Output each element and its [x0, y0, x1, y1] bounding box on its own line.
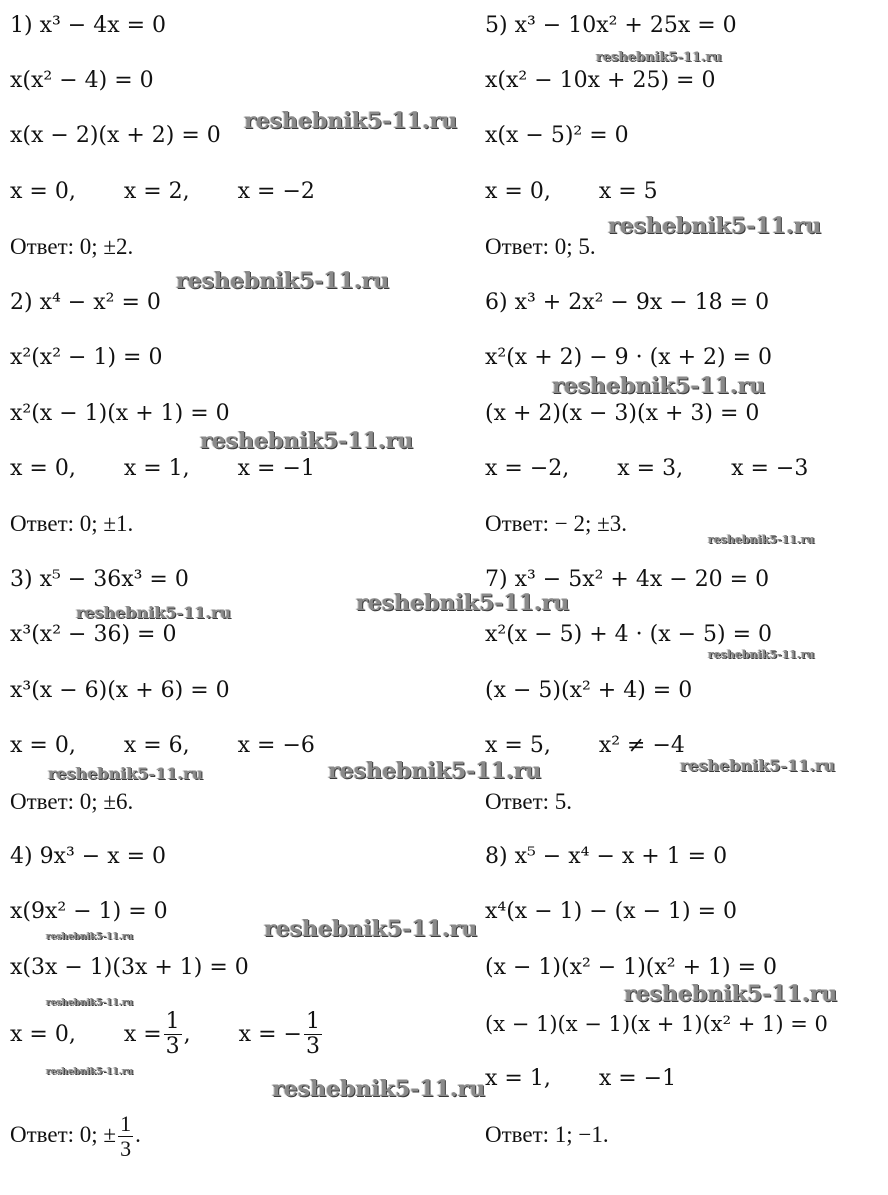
- p6-step-1: x²(x + 2) − 9 · (x + 2) = 0: [485, 345, 773, 370]
- p7-roots: [485, 732, 685, 760]
- p6-equation: 6) x³ + 2x² − 9x − 18 = 0: [485, 290, 770, 315]
- p6-roots: [485, 455, 808, 483]
- p4-root-3-denominator: 3: [305, 1034, 320, 1059]
- watermark-logo: reshebnik5-11.ru: [356, 590, 570, 616]
- p1-answer: Ответ: 0; ±2.: [10, 234, 134, 259]
- p8-answer: Ответ: 1; −1.: [485, 1122, 609, 1147]
- p3-root-2: x = 6,: [123, 733, 190, 758]
- p4-root-3-numerator: 1: [305, 1009, 320, 1034]
- watermark-logo: reshebnik5-11.ru: [48, 764, 204, 783]
- p5-step-2: x(x − 5)² = 0: [485, 123, 629, 148]
- p1-step-2: x(x − 2)(x + 2) = 0: [10, 123, 221, 148]
- p7-answer: Ответ: 5.: [485, 789, 573, 814]
- p3-step-2: x³(x − 6)(x + 6) = 0: [10, 678, 230, 703]
- p3-step-1: x³(x² − 36) = 0: [10, 622, 177, 647]
- p4-step-2: x(3x − 1)(3x + 1) = 0: [10, 955, 249, 980]
- watermark-logo: reshebnik5-11.ru: [244, 108, 458, 134]
- p4-root-2-prefix: x =: [123, 1021, 162, 1047]
- p1-root-1: x = 0,: [10, 179, 76, 204]
- p8-root-2: x = −1: [598, 1066, 677, 1091]
- p7-equation: 7) x³ − 5x² + 4x − 20 = 0: [485, 567, 770, 592]
- p8-root-1: x = 1,: [485, 1066, 551, 1091]
- p2-step-1: x²(x² − 1) = 0: [10, 345, 163, 370]
- p8-step-1: x⁴(x − 1) − (x − 1) = 0: [485, 899, 738, 924]
- p6-root-2: x = 3,: [617, 456, 684, 481]
- p2-step-2: x²(x − 1)(x + 1) = 0: [10, 401, 230, 426]
- p1-root-3: x = −2: [237, 179, 315, 204]
- p3-root-3: x = −6: [237, 733, 315, 758]
- p7-root-1: x = 5,: [485, 733, 551, 758]
- p4-answer-period: .: [135, 1121, 141, 1147]
- p7-root-2: x² ≠ −4: [598, 733, 685, 758]
- p1-step-1: x(x² − 4) = 0: [10, 68, 154, 93]
- p6-step-2: (x + 2)(x − 3)(x + 3) = 0: [485, 401, 760, 426]
- p4-root-2-denominator: 3: [165, 1034, 180, 1059]
- p4-answer-numerator: 1: [120, 1111, 132, 1136]
- p4-roots: [10, 1010, 324, 1059]
- p4-root-3-prefix: x = −: [238, 1021, 302, 1047]
- watermark-logo: reshebnik5-11.ru: [264, 916, 478, 942]
- p4-root-3-fraction: [304, 1010, 322, 1059]
- watermark-logo: reshebnik5-11.ru: [272, 1076, 486, 1102]
- p2-root-1: x = 0,: [10, 456, 76, 481]
- p8-equation: 8) x⁵ − x⁴ − x + 1 = 0: [485, 844, 728, 869]
- watermark-logo: reshebnik5-11.ru: [176, 268, 390, 294]
- p8-step-2: (x − 1)(x² − 1)(x² + 1) = 0: [485, 955, 778, 980]
- p4-answer-prefix: Ответ: 0; ±: [10, 1121, 117, 1147]
- p8-roots: [485, 1065, 676, 1093]
- watermark-logo: reshebnik5-11.ru: [680, 756, 836, 775]
- p2-equation: 2) x⁴ − x² = 0: [10, 290, 161, 315]
- watermark-logo: reshebnik5-11.ru: [200, 428, 414, 454]
- p7-step-1: x²(x − 5) + 4 · (x − 5) = 0: [485, 622, 773, 647]
- p6-root-3: x = −3: [731, 456, 809, 481]
- watermark-logo: reshebnik5-11.ru: [46, 998, 134, 1008]
- p4-root-2-numerator: 1: [165, 1009, 180, 1034]
- p4-answer-denominator: 3: [120, 1136, 132, 1161]
- p2-roots: [10, 455, 315, 483]
- p1-roots: [10, 178, 315, 206]
- p5-roots: [485, 178, 658, 206]
- watermark-logo: reshebnik5-11.ru: [76, 603, 232, 622]
- p4-root-2-comma: ,: [183, 1021, 191, 1047]
- watermark-logo: reshebnik5-11.ru: [46, 932, 134, 942]
- p4-step-1: x(9x² − 1) = 0: [10, 899, 168, 924]
- p4-root-2-fraction: [164, 1010, 182, 1059]
- p6-root-1: x = −2,: [485, 456, 570, 481]
- p5-root-1: x = 0,: [485, 179, 551, 204]
- p2-root-3: x = −1: [237, 456, 315, 481]
- p5-step-1: x(x² − 10x + 25) = 0: [485, 68, 716, 93]
- p2-answer: Ответ: 0; ±1.: [10, 511, 134, 536]
- p4-answer-fraction: [118, 1112, 133, 1161]
- watermark-logo: reshebnik5-11.ru: [624, 981, 838, 1007]
- p3-roots: [10, 732, 315, 760]
- p5-equation: 5) x³ − 10x² + 25x = 0: [485, 13, 737, 38]
- p3-equation: 3) x⁵ − 36x³ = 0: [10, 567, 189, 592]
- p8-step-3: (x − 1)(x − 1)(x + 1)(x² + 1) = 0: [485, 1012, 828, 1036]
- watermark-logo: reshebnik5-11.ru: [708, 648, 815, 661]
- watermark-logo: reshebnik5-11.ru: [328, 758, 542, 784]
- p6-answer: Ответ: − 2; ±3.: [485, 511, 628, 536]
- p3-root-1: x = 0,: [10, 733, 76, 758]
- p5-answer: Ответ: 0; 5.: [485, 234, 596, 259]
- p3-answer: Ответ: 0; ±6.: [10, 789, 134, 814]
- watermark-logo: reshebnik5-11.ru: [552, 373, 766, 399]
- watermark-logo: reshebnik5-11.ru: [708, 533, 815, 546]
- p7-step-2: (x − 5)(x² + 4) = 0: [485, 678, 693, 703]
- p2-root-2: x = 1,: [123, 456, 190, 481]
- p1-root-2: x = 2,: [123, 179, 190, 204]
- p4-answer: [10, 1112, 141, 1161]
- watermark-logo: reshebnik5-11.ru: [608, 213, 822, 239]
- p4-equation: 4) 9x³ − x = 0: [10, 844, 167, 869]
- p1-equation: 1) x³ − 4x = 0: [10, 13, 167, 38]
- watermark-logo: reshebnik5-11.ru: [46, 1067, 134, 1077]
- p5-root-2: x = 5: [598, 179, 658, 204]
- p4-root-1: x = 0,: [10, 1021, 76, 1047]
- watermark-logo: reshebnik5-11.ru: [596, 50, 723, 65]
